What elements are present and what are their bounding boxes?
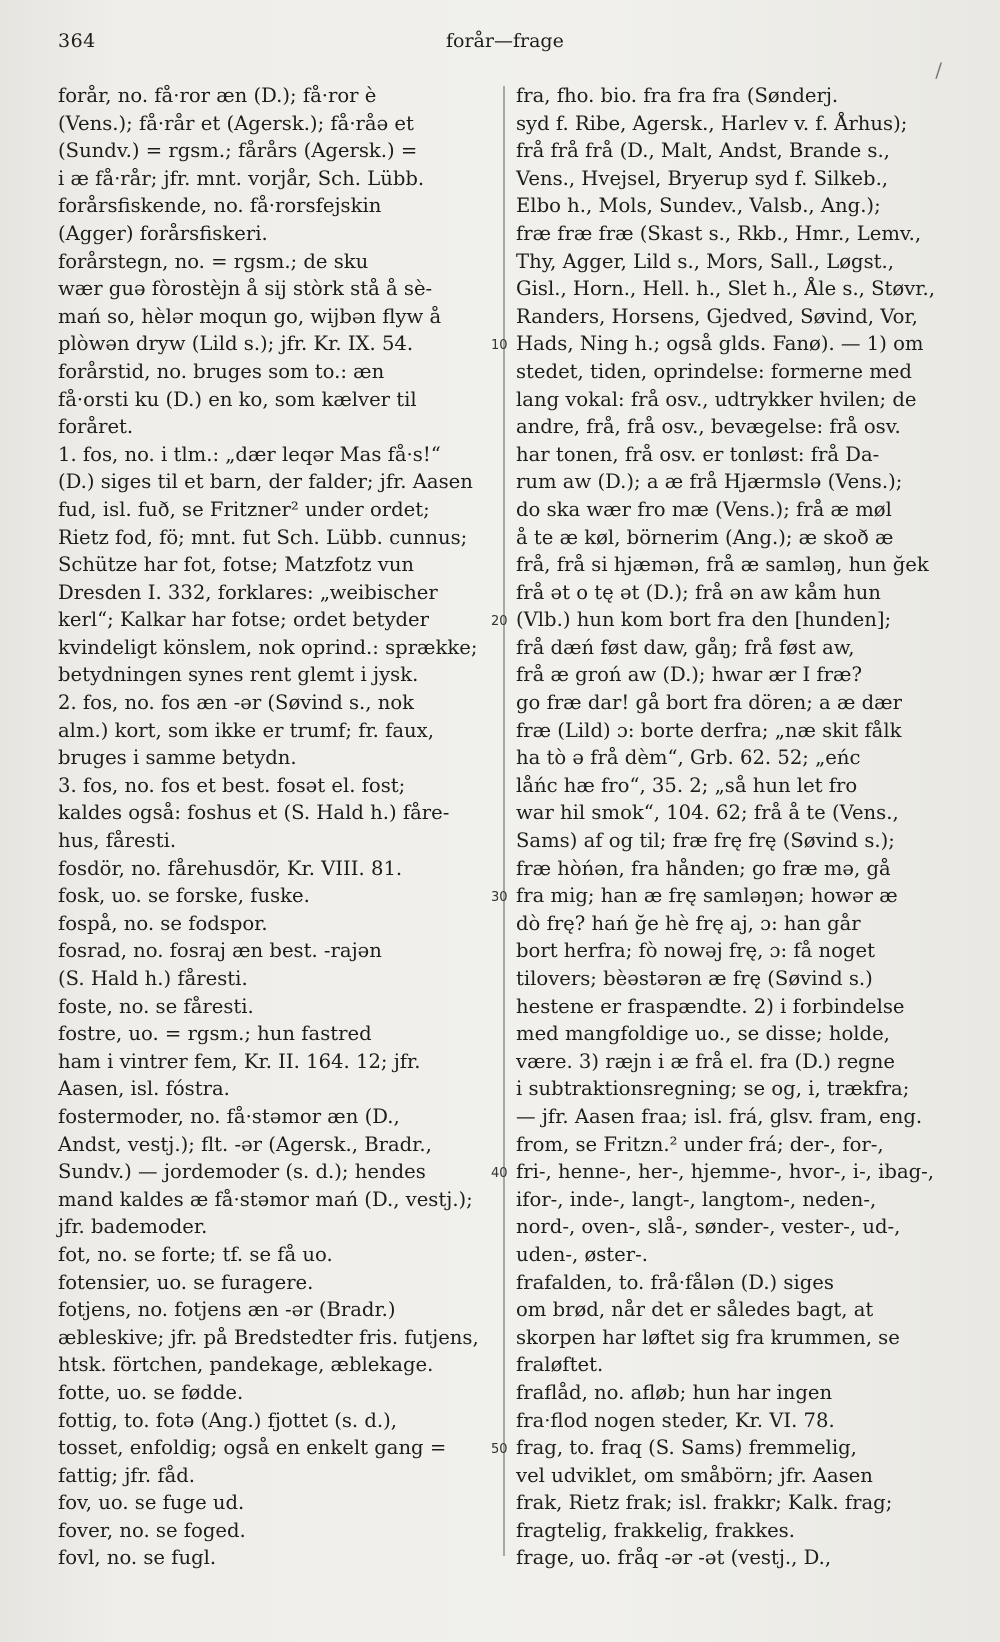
text-line: Vens., Hvejsel, Bryerup syd f. Silkeb., — [516, 166, 889, 190]
text-line: fottig, to. fotə (Ang.) fjottet (s. d.), — [58, 1408, 398, 1432]
text-line: har tonen, frå osv. er tonløst: frå Da- — [516, 442, 880, 466]
corner-mark: / — [935, 58, 942, 82]
text-line: få·orsti ku (D.) en ko, som kælver til — [58, 387, 417, 411]
text-line: forårstid, no. bruges som to.: æn — [58, 359, 385, 383]
text-line: fov, uo. se fuge ud. — [58, 1491, 245, 1515]
text-line: frå ət o tę ət (D.); frå ən aw kåm hun — [516, 580, 881, 604]
text-line: Thy, Agger, Lild s., Mors, Sall., Løgst., — [516, 249, 894, 273]
text-line: 1. fos, no. i tlm.: „dær leqər Mas få·s!“ — [58, 442, 441, 466]
text-line: med mangfoldige uo., se disse; holde, — [516, 1022, 890, 1046]
text-line: war hil smok“, 104. 62; frå å te (Vens., — [516, 801, 899, 825]
text-line: å te æ køl, börnerim (Ang.); æ skoð æ — [516, 525, 894, 549]
text-line: go fræ dar! gå bort fra dören; a æ dær — [516, 691, 902, 715]
text-line: wær guə fòrostèjn å sij stòrk stå å sè- — [58, 277, 433, 301]
text-line: htsk. förtchen, pandekage, æblekage. — [58, 1353, 434, 1377]
text-line: fover, no. se foged. — [58, 1518, 246, 1542]
text-line: andre, frå, frå osv., bevægelse: frå osv. — [516, 415, 901, 439]
text-line: frak, Rietz frak; isl. frakkr; Kalk. frag; — [516, 1491, 893, 1515]
text-line: fotte, uo. se fødde. — [58, 1380, 244, 1404]
text-line: fra·flod nogen steder, Kr. VI. 78. — [516, 1408, 835, 1432]
text-line: plòwən dryw (Lild s.); jfr. Kr. IX. 54. — [58, 332, 414, 356]
text-line: frå, frå si hjæmən, frå æ samləŋ, hun ğek — [516, 553, 929, 577]
line-number: 10 — [491, 338, 508, 354]
text-line: i subtraktionsregning; se og, i, trækfra; — [516, 1077, 910, 1101]
text-line: fræ hòńən, fra hånden; go fræ mə, gå — [516, 856, 891, 880]
text-line: 2. fos, no. fos æn -ər (Søvind s., nok — [58, 691, 415, 715]
text-line: fraflåd, no. afløb; hun har ingen — [516, 1380, 833, 1404]
text-line: frag, to. fraq (S. Sams) fremmelig, — [516, 1436, 857, 1460]
text-line: syd f. Ribe, Agersk., Harlev v. f. Århus); — [516, 111, 908, 135]
text-line: fosk, uo. se forske, fuske. — [58, 884, 310, 908]
right-column — [516, 82, 942, 1572]
text-line: alm.) kort, som ikke er trumf; fr. faux, — [58, 718, 434, 742]
text-line: frage, uo. fråq -ər -ət (vestj., D., — [516, 1546, 832, 1570]
text-line: Randers, Horsens, Gjedved, Søvind, Vor, — [516, 304, 918, 328]
text-line: lang vokal: frå osv., udtrykker hvilen; de — [516, 387, 917, 411]
text-line: fostre, uo. = rgsm.; hun fastred — [58, 1022, 372, 1046]
text-line: Sams) af og til; fræ frę frę (Søvind s.); — [516, 829, 895, 853]
text-line: fosdör, no. fårehusdör, Kr. VIII. 81. — [58, 856, 403, 880]
page-number: 364 — [58, 30, 96, 52]
text-line: (D.) siges til et barn, der falder; jfr. Aasen — [58, 470, 473, 494]
text-line: (Vens.); få·rår et (Agersk.); få·råə et — [58, 111, 414, 135]
column-divider — [503, 86, 505, 1556]
text-line: Hads, Ning h.; også glds. Fanø). — 1) om — [516, 332, 924, 356]
text-line: Sundv.) — jordemoder (s. d.); hendes — [58, 1160, 426, 1184]
text-line: betydningen synes rent glemt i jysk. — [58, 663, 419, 687]
text-line: vel udviklet, om småbörn; jfr. Aasen — [516, 1463, 873, 1487]
text-line: ifor-, inde-, langt-, langtom-, neden-, — [516, 1187, 877, 1211]
text-line: stedet, tiden, oprindelse: formerne med — [516, 359, 912, 383]
text-line: 3. fos, no. fos et best. fosət el. fost; — [58, 773, 406, 797]
text-line: Elbo h., Mols, Sundev., Valsb., Ang.); — [516, 194, 881, 218]
text-line: være. 3) ræjn i æ frå el. fra (D.) regne — [516, 1049, 895, 1073]
text-line: låńc hæ fro“, 35. 2; „så hun let fro — [516, 773, 858, 797]
text-line: hestene er fraspændte. 2) i forbindelse — [516, 994, 905, 1018]
text-line: kaldes også: foshus et (S. Hald h.) fåre- — [58, 801, 450, 825]
text-line: fragtelig, frakkelig, frakkes. — [516, 1518, 795, 1542]
text-line: forårstegn, no. = rgsm.; de sku — [58, 249, 369, 273]
text-line: (Agger) forårsfiskeri. — [58, 221, 268, 245]
line-number: 20 — [491, 614, 508, 630]
text-line: uden-, øster-. — [516, 1242, 648, 1266]
text-line: frafalden, to. frå·fålən (D.) siges — [516, 1270, 834, 1294]
text-line: tilovers; bèəstərən æ frę (Søvind s.) — [516, 967, 873, 990]
text-line: frå frå frå (D., Malt, Andst, Brande s., — [516, 139, 890, 163]
text-line: ham i vintrer fem, Kr. II. 164. 12; jfr. — [58, 1049, 421, 1073]
text-line: fraløftet. — [516, 1353, 604, 1377]
text-line: kvindeligt könslem, nok oprind.: sprække; — [58, 635, 478, 659]
text-line: frå dæń føst daw, gåŋ; frå føst aw, — [516, 635, 855, 659]
text-line: jfr. bademoder. — [58, 1215, 208, 1239]
text-line: (Sundv.) = rgsm.; fårårs (Agersk.) = — [58, 139, 418, 163]
text-line: fræ fræ fræ (Skast s., Rkb., Hmr., Lemv., — [516, 221, 922, 245]
text-line: æbleskive; jfr. på Bredstedter fris. futjens, — [58, 1325, 479, 1349]
text-line: bruges i samme betydn. — [58, 746, 297, 770]
text-line: fospå, no. se fodspor. — [58, 911, 268, 935]
text-line: fostermoder, no. få·stəmor æn (D., — [58, 1104, 400, 1128]
text-line: — jfr. Aasen fraa; isl. frá, glsv. fram, eng. — [516, 1104, 923, 1128]
text-line: fotjens, no. fotjens æn -ər (Bradr.) — [58, 1298, 396, 1322]
text-line: mań so, hèlər moqun go, wijbən flyw å — [58, 304, 442, 328]
text-line: om brød, når det er således bagt, at — [516, 1298, 874, 1322]
text-line: skorpen har løftet sig fra krummen, se — [516, 1325, 900, 1349]
text-line: fræ (Lild) ɔ: borte derfra; „næ skit fålk — [516, 718, 902, 742]
text-line: hus, fåresti. — [58, 829, 177, 853]
line-number: 30 — [491, 890, 508, 906]
text-line: ha tò ə frå dèm“, Grb. 62. 52; „eńc — [516, 746, 861, 770]
text-line: forårsfiskende, no. få·rorsfejskin — [58, 194, 382, 218]
text-line: foste, no. se fåresti. — [58, 994, 254, 1018]
text-line: fot, no. se forte; tf. se få uo. — [58, 1242, 333, 1266]
text-line: rum aw (D.); a æ frå Hjærmslə (Vens.); — [516, 470, 903, 494]
text-line: Schütze har fot, fotse; Matzfotz vun — [58, 553, 415, 577]
line-number: 50 — [491, 1442, 508, 1458]
text-line: from, se Fritzn.² under frá; der-, for-, — [516, 1132, 884, 1156]
text-line: mand kaldes æ få·stəmor mań (D., vestj.); — [58, 1187, 473, 1211]
text-line: Andst, vestj.); flt. -ər (Agersk., Bradr., — [58, 1132, 432, 1156]
text-line: bort herfra; fò nowəj frę, ɔ: få noget — [516, 939, 875, 963]
text-line: fattig; jfr. fåd. — [58, 1463, 196, 1487]
text-line: fri-, henne-, her-, hjemme-, hvor-, i-, ibag-, — [516, 1160, 935, 1184]
text-line: tosset, enfoldig; også en enkelt gang = — [58, 1436, 447, 1460]
text-line: Gisl., Horn., Hell. h., Slet h., Åle s., Støvr., — [516, 277, 935, 301]
text-line: dò frę? hań ğe hè frę aj, ɔ: han går — [516, 911, 861, 935]
line-number: 40 — [491, 1166, 508, 1182]
left-column — [58, 82, 488, 1572]
text-line: Rietz fod, fö; mnt. fut Sch. Lübb. cunnus; — [58, 525, 468, 549]
text-line: (Vlb.) hun kom bort fra den [hunden]; — [516, 608, 892, 632]
text-line: nord-, oven-, slå-, sønder-, vester-, ud-, — [516, 1215, 901, 1239]
text-line: kerl“; Kalkar har fotse; ordet betyder — [58, 608, 429, 632]
text-line: fovl, no. se fugl. — [58, 1546, 217, 1570]
text-line: do ska wær fro mæ (Vens.); frå æ møl — [516, 497, 892, 521]
running-title: forår—frage — [446, 30, 564, 52]
text-line: i æ få·rår; jfr. mnt. vorjår, Sch. Lübb. — [58, 166, 425, 190]
text-line: fra mig; han æ frę samləŋən; howər æ — [516, 884, 898, 908]
text-line: forår, no. få·ror æn (D.); få·ror è — [58, 84, 377, 107]
text-line: fotensier, uo. se furagere. — [58, 1270, 314, 1294]
text-line: fud, isl. fuð, se Fritzner² under ordet; — [58, 497, 430, 521]
text-line: Dresden I. 332, forklares: „weibischer — [58, 580, 438, 604]
text-line: fosrad, no. fosraj æn best. -rajən — [58, 939, 382, 963]
text-line: frå æ groń aw (D.); hwar ær I fræ? — [516, 663, 862, 687]
page-header — [0, 30, 1000, 82]
text-line: fra, fho. bio. fra fra fra (Sønderj. — [516, 84, 839, 107]
text-line: foråret. — [58, 415, 134, 439]
text-line: (S. Hald h.) fåresti. — [58, 967, 248, 990]
text-line: Aasen, isl. fóstra. — [58, 1077, 230, 1101]
